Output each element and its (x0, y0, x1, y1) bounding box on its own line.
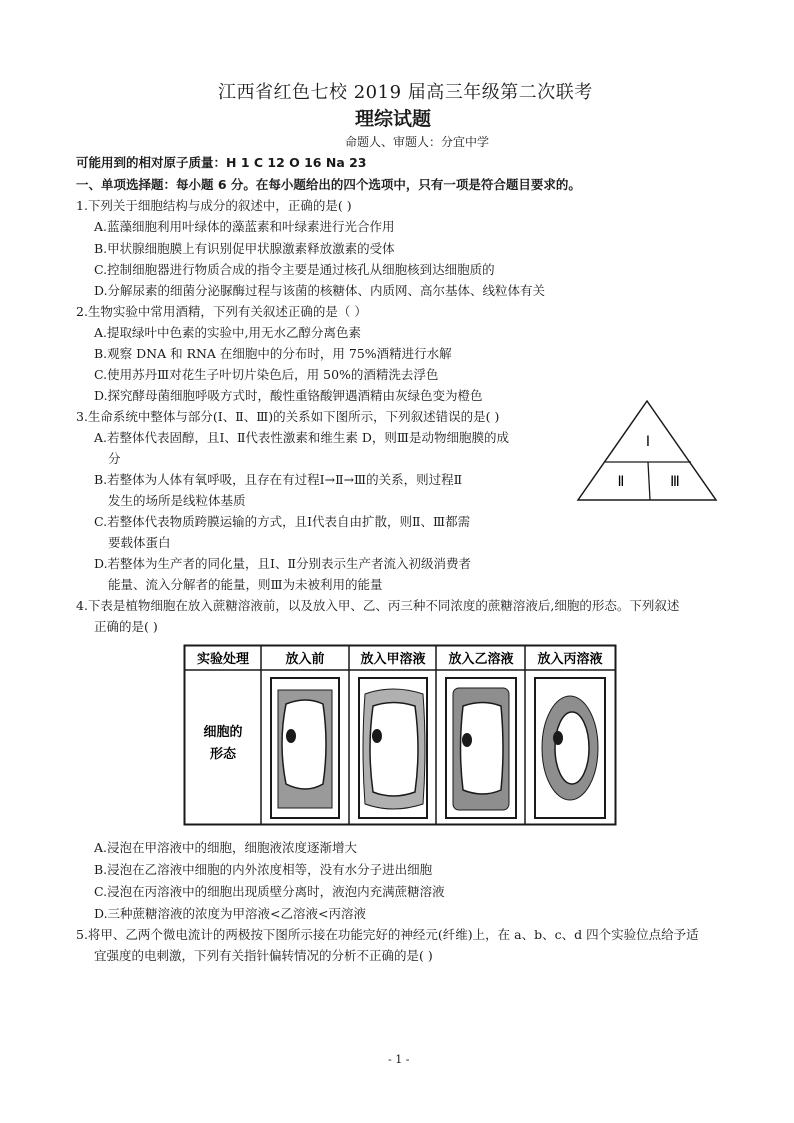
table-header-bing: 放入丙溶液 (537, 652, 603, 667)
whole-part-triangle-diagram (575, 398, 720, 504)
question-4-option-c: C.浸泡在丙溶液中的细胞出现质壁分离时，液泡内充满蔗糖溶液 (94, 884, 445, 899)
question-3-option-c-cont: 要载体蛋白 (108, 535, 171, 550)
table-header-treatment: 实验处理 (196, 652, 250, 667)
table-header-jia: 放入甲溶液 (360, 652, 426, 667)
table-header-yi: 放入乙溶液 (448, 652, 514, 667)
question-2-option-c: C.使用苏丹Ⅲ对花生子叶切片染色后，用 50%的酒精洗去浮色 (94, 367, 439, 382)
question-2-option-a: A.提取绿叶中色素的实验中,用无水乙醇分离色素 (94, 325, 361, 340)
question-3-option-b-cont: 发生的场所是线粒体基质 (108, 493, 246, 508)
question-3-option-d: D.若整体为生产者的同化量，且Ⅰ、Ⅱ分别表示生产者流入初级消费者 (94, 556, 471, 571)
cell-illustration-jia (359, 678, 427, 818)
question-1-option-a: A.蓝藻细胞利用叶绿体的藻蓝素和叶绿素进行光合作用 (94, 219, 395, 234)
question-3-option-a: A.若整体代表固醇，且Ⅰ、Ⅱ代表性激素和维生素 D，则Ⅲ是动物细胞膜的成 (94, 430, 509, 445)
table-row-label-line2: 形态 (209, 747, 237, 762)
triangle-outline (578, 401, 716, 500)
question-5-stem-line2: 宜强度的电刺激，下列有关指针偏转情况的分析不正确的是( ) (94, 948, 433, 963)
table-header-before: 放入前 (285, 652, 325, 667)
table-row-label-line1: 细胞的 (203, 725, 243, 740)
question-2-option-d: D.探究酵母菌细胞呼吸方式时，酸性重铬酸钾遇酒精由灰绿色变为橙色 (94, 388, 483, 403)
label-part-iii: Ⅲ (670, 474, 680, 490)
question-3-option-d-cont: 能量、流入分解者的能量，则Ⅲ为未被利用的能量 (108, 577, 383, 592)
question-4-stem-line2: 正确的是( ) (94, 619, 158, 634)
question-1-option-c: C.控制细胞器进行物质合成的指令主要是通过核孔从细胞核到达细胞质的 (94, 262, 495, 277)
cell-illustration-yi (446, 678, 516, 818)
question-1-option-b: B.甲状腺细胞膜上有识别促甲状腺激素释放激素的受体 (94, 241, 395, 256)
cell-illustration-bing (535, 678, 605, 818)
question-3-option-c: C.若整体代表物质跨膜运输的方式，且Ⅰ代表自由扩散，则Ⅱ、Ⅲ都需 (94, 514, 471, 529)
page-number: - 1 - (388, 1053, 410, 1066)
question-2-option-b: B.观察 DNA 和 RNA 在细胞中的分布时，用 75%酒精进行水解 (94, 346, 452, 361)
exam-title: 江西省红色七校 2019 届高三年级第二次联考 (218, 82, 593, 103)
triangle-divider-vertical (648, 462, 650, 500)
question-4-option-d: D.三种蔗糖溶液的浓度为甲溶液<乙溶液<丙溶液 (94, 906, 366, 921)
question-3-option-b: B.若整体为人体有氧呼吸，且存在有过程Ⅰ→Ⅱ→Ⅲ的关系，则过程Ⅱ (94, 472, 463, 487)
question-1-stem: 1.下列关于细胞结构与成分的叙述中，正确的是( ) (76, 198, 352, 213)
question-2-stem: 2.生物实验中常用酒精，下列有关叙述正确的是（ ） (76, 304, 367, 319)
section-title: 一、单项选择题：每小题 6 分。在每小题给出的四个选项中，只有一项是符合题目要求的。 (76, 177, 581, 192)
question-5-stem-line1: 5.将甲、乙两个微电流计的两极按下图所示接在功能完好的神经元(纤维)上，在 a、b、c、d 四个实验位点给予适 (76, 927, 699, 942)
cell-shape-table (183, 644, 617, 826)
question-3-option-a-cont: 分 (108, 451, 121, 466)
subject-title: 理综试题 (355, 108, 432, 130)
question-4-stem-line1: 4.下表是植物细胞在放入蔗糖溶液前，以及放入甲、乙、丙三种不同浓度的蔗糖溶液后,细胞的形态。下列叙述 (76, 598, 680, 613)
label-part-i: Ⅰ (645, 434, 651, 450)
cell-illustration-before (271, 678, 339, 818)
authors-line: 命题人、审题人：分宜中学 (345, 135, 490, 149)
atomic-masses: 可能用到的相对原子质量：H 1 C 12 O 16 Na 23 (76, 155, 367, 170)
question-4-option-b: B.浸泡在乙溶液中细胞的内外浓度相等，没有水分子进出细胞 (94, 862, 433, 877)
label-part-ii: Ⅱ (617, 474, 625, 490)
question-1-option-d: D.分解尿素的细菌分泌脲酶过程与该菌的核糖体、内质网、高尔基体、线粒体有关 (94, 283, 546, 298)
question-3-stem: 3.生命系统中整体与部分(Ⅰ、Ⅱ、Ⅲ)的关系如下图所示，下列叙述错误的是( ) (76, 409, 500, 424)
question-4-option-a: A.浸泡在甲溶液中的细胞，细胞液浓度逐渐增大 (94, 840, 358, 855)
